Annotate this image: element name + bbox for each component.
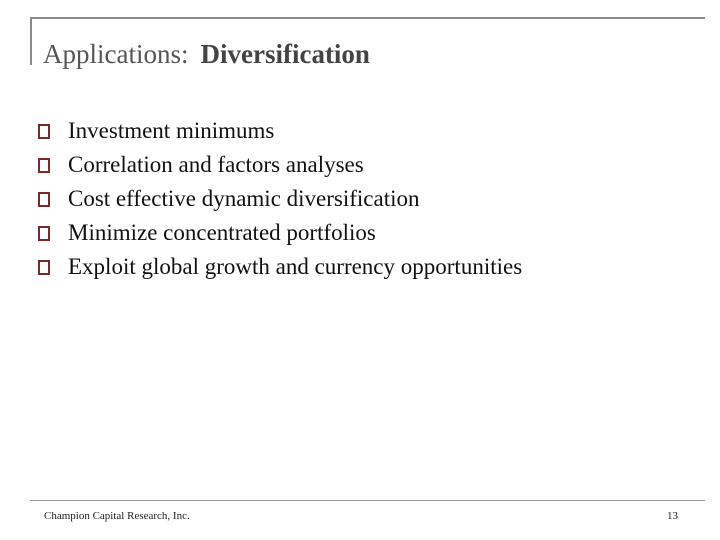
bullet-text: Cost effective dynamic diversification <box>68 186 420 211</box>
square-bullet-icon <box>38 124 50 139</box>
bullet-item <box>38 114 522 148</box>
footer-company: Champion Capital Research, Inc. <box>44 510 190 522</box>
title-frame-top <box>30 17 705 19</box>
bullet-text: Minimize concentrated portfolios <box>68 220 376 245</box>
slide-title-main: Diversification <box>200 39 370 69</box>
bullet-item <box>38 182 522 216</box>
square-bullet-icon <box>38 260 50 275</box>
slide-title <box>43 36 370 77</box>
bullet-text: Correlation and factors analyses <box>68 152 364 177</box>
page-number: 13 <box>667 510 678 522</box>
slide-title-prefix: Applications: <box>43 39 189 69</box>
square-bullet-icon <box>38 226 50 241</box>
footer-rule <box>30 500 705 501</box>
bullet-text: Investment minimums <box>68 118 275 143</box>
title-frame-left <box>30 17 32 65</box>
bullet-list <box>38 114 522 284</box>
bullet-item <box>38 216 522 250</box>
square-bullet-icon <box>38 192 50 207</box>
bullet-text: Exploit global growth and currency opportunities <box>68 254 523 279</box>
square-bullet-icon <box>38 158 50 173</box>
bullet-item <box>38 250 522 284</box>
bullet-item <box>38 148 522 182</box>
